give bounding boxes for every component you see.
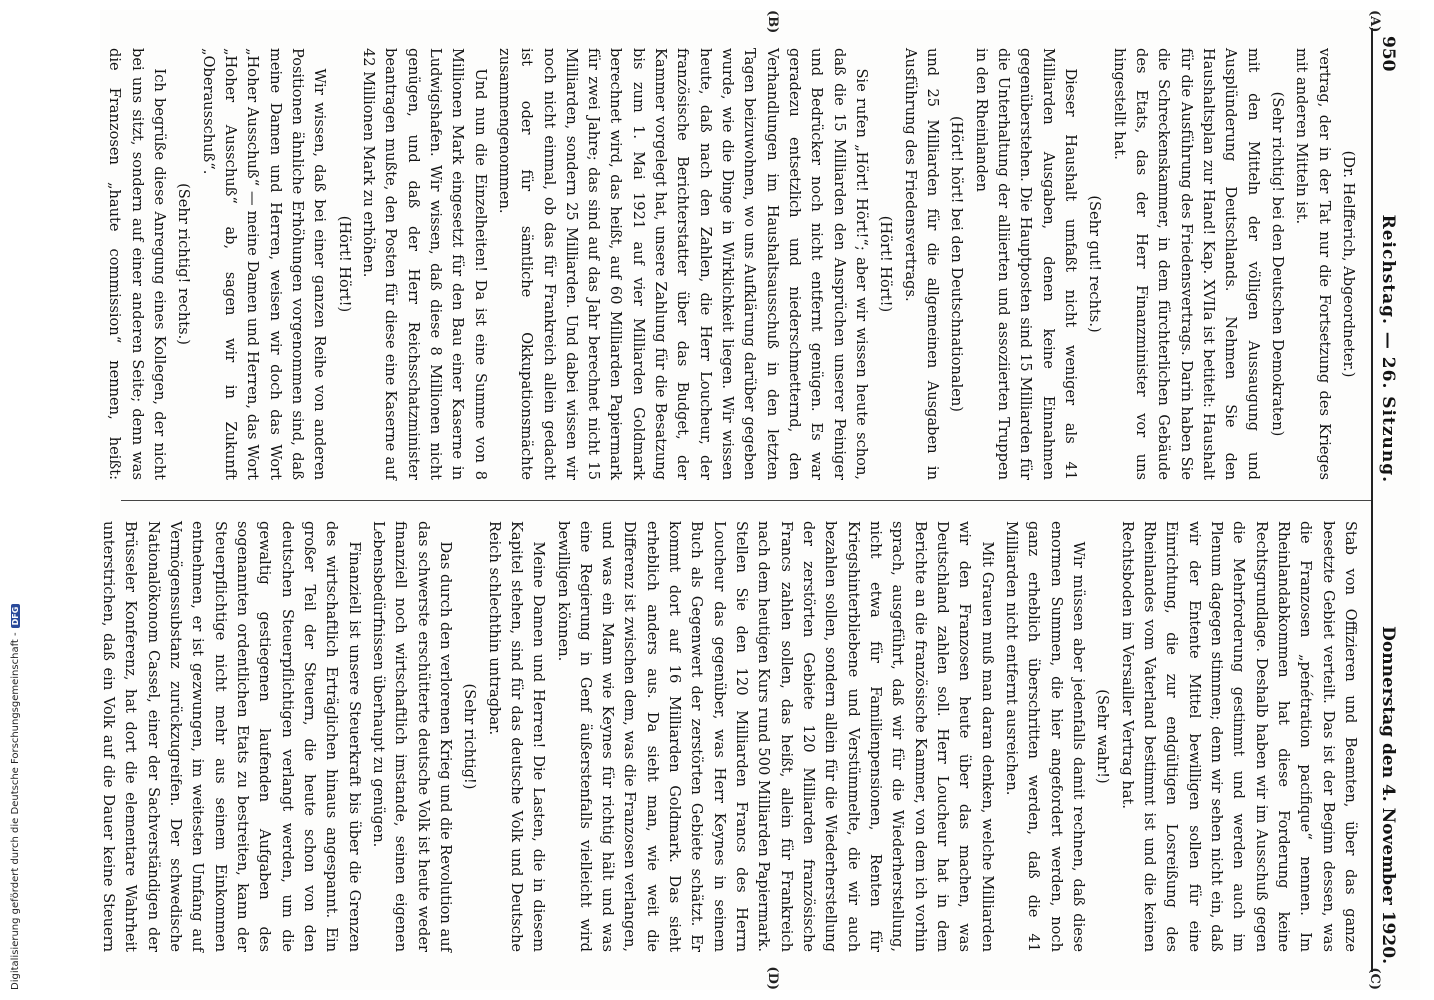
credit-text: Digitalisierung gefördert durch die Deutsche Forschungsgemeinschaft - (10, 632, 21, 990)
interjection: (Sehr richtig! rechts.) (175, 183, 193, 345)
paragraph: Das durch den verlorenen Krieg und die Revolution auf das schwerste erschütterte deutsche Volk ist heute weder finanziell noch wirtschaftlich imstande, seinen eigenen Lebensbedürfnissen überhaupt zu genügen. (369, 521, 454, 952)
margin-mark-a: (A) (1367, 10, 1382, 33)
interjection: (Sehr richtig! bei den Deutschen Demokraten) (1269, 91, 1287, 437)
interjection: (Hört! Hört!) (335, 215, 353, 313)
paragraph: vertrag, der in der Tat nur die Fortsetzung des Krieges mit anderen Mitteln ist. (1293, 48, 1333, 480)
page-header (1371, 28, 1412, 972)
interjection: (Hört! hört! bei den Deutschnationalen) (948, 116, 966, 412)
paragraph: Stab von Offizieren und Beamten, über das ganze besetzte Gebiet verteilt. Das ist der Beginn dessen, was die Franzosen „pénétration pacifique“ nennen. Im Rheinlandabkommen hat diese Forderung keine Rechtsgrundlage. Deshalb haben wir im Ausschuß gegen die Mehrforderung gestimmt und werden auch im Plenum dagegen stimmen; denn wir sehen nicht ein, daß wir der Entente Mittel bewilligen sollen für eine Einrichtung, die zur endgültigen Losreißung des Rheinlandes vom Vaterland bestimmt ist und die keinen Rechtsboden im Versailler Vertrag hat. (1118, 521, 1359, 952)
paragraph: Wir wissen, daß bei einer ganzen Reihe von anderen Positionen ähnliche Erhöhungen vorgenommen sind, daß meine Damen und Herren, weisen wir doch das Wort „Hoher Ausschuß“ — meine Damen und Herren, das Wort „Hoher Ausschuß“ ab, sagen wir in Zukunft „Oberausschuß“. (199, 48, 329, 480)
paragraph: Und nun die Einzelheiten! Da ist eine Summe von 8 Millionen Mark eingesetzt für den Bau einer Kaserne in Ludwigshafen. Wir wissen, daß diese 8 Millionen nicht genügen, und daß der Herr Reichsschatzminister beantragen mußte, den Posten für diese eine Kaserne auf 42 Millionen Mark zu erhöhen. (359, 48, 489, 480)
page-date: Donnerstag den 4. November 1920. (1378, 626, 1398, 964)
paragraph: Sie rufen „Hört! Hört!“; aber wir wissen heute schon, daß die 15 Milliarden den Ansprüchen unserer Peiniger und Bedrücker noch nicht entfernt genügen. Es war geradezu entsetzlich und niederschmetternd, den Verhandlungen im Haushaltsausschuß in den letzten Tagen beizuwohnen, wo uns Aufklärung darüber gegeben wurde, wie die Dinge in Wirklichkeit liegen. Wir wissen heute, daß nach den Zahlen, die Herr Loucheur, der französische Berichterstatter über das Budget, der Kammer vorgelegt hat, unsere Zahlung für die Besatzung bis zum 1. Mai 1921 auf vier Milliarden Goldmark berechnet wird, das heißt, auf 60 Milliarden Papiermark für zwei Jahre; das sind auf das Jahr berechnet nicht 15 Milliarden, sondern 25 Milliarden. Und dabei wissen wir noch nicht einmal, ob das für Frankreich allein gedacht ist oder für sämtliche Okkupationsmächte zusammengenommen. (495, 48, 871, 480)
paragraph: Finanziell ist unsere Steuerkraft bis über die Grenzen des wirtschaftlich Erträglichen hinaus angespannt. Ein großer Teil der Steuern, die heute schon von den deutschen Steuerpflichtigen verlangt werden, um die gewaltig gestiegenen laufenden Aufgaben des sogenannten ordentlichen Etats zu bestreiten, kann der Steuerpflichtige nicht mehr aus seinem Einkommen entnehmen, er ist gezwungen, im weitesten Umfang auf Vermögenssubstanz zurückzugreifen. Der schwedische Nationalökonom Cassel, einer der Sachverständigen der Brüsseler Konferenz, hat dort die elementare Wahrheit unterstrichen, daß ein Volk auf die Dauer keine Steuern (100, 521, 363, 952)
margin-mark-d: (D) (765, 966, 780, 990)
page-content (100, 10, 1420, 990)
paragraph: und 25 Milliarden für die allgemeinen Ausgaben in Ausführung des Friedensvertrags. (901, 48, 942, 480)
digitization-credit (0, 0, 20, 1000)
paragraph: Dieser Haushalt umfaßt nicht weniger als 41 Milliarden Ausgaben, denen keine Einnahmen gegenüberstehen. Die Hauptposten sind 15 Milliarden für die Unterhaltung der alliierten und assoziierten Truppen in den Rheinlanden (972, 48, 1080, 480)
text-columns (100, 28, 1371, 972)
left-column (106, 28, 1371, 500)
speaker-line: (Dr. Helfferich, Abgeordneter.) (1340, 150, 1357, 378)
interjection: (Sehr richtig!) (461, 683, 479, 790)
margin-mark-c: (C) (1367, 967, 1382, 990)
paragraph: Mit Grauen muß man daran denken, welche Milliarden wir den Franzosen heute über das machen, was Deutschland zahlen soll. Herr Loucheur hat in dem Berichte an die französische Kammer, von dem ich vorhin sprach, ausgeführt, daß wir für die Wiederherstellung, nicht etwa für Familienpensionen, Renten für Kriegshinterbliebene und Verstümmelte, die wir auch bezahlen sollen, sondern allein für die Wiederherstellung der zerstörten Gebiete 120 Milliarden französische Francs zahlen sollen, das heißt, allein für Frankreich nach dem heutigen Kurs rund 500 Milliarden Papiermark. Stellen Sie den 120 Milliarden Francs des Herrn Loucheur das gegenüber, was Herr Keynes in seinem Buch als Gegenwert der zerstörten Gebiete schätzt. Er kommt dort auf 16 Milliarden Goldmark. Das sieht erheblich anders aus. Da sieht man, wie weit die Differenz ist zwischen dem, was die Franzosen verlangen, und was ein Mann wie Keynes für richtig hält und was eine Regierung in Genf äußerstenfalls vielleicht wird bewilligen können. (554, 521, 996, 952)
interjection: (Hört! Hört!) (877, 215, 895, 313)
interjection: (Sehr gut! rechts.) (1086, 195, 1104, 333)
paragraph: Meine Damen und Herren! Die Lasten, die in diesem Kapitel stehen, sind für das deutsche Volk und Deutsche Reich schlechthin untragbar. (485, 521, 548, 952)
paragraph: mit den Mitteln der völligen Aussaugung und Ausplünderung Deutschlands. Nehmen Sie den Haushaltsplan zur Hand! Kap. XVIIa ist betitelt: Haushalt für die Ausführung des Friedensvertrags. Darin haben Sie die Schreckenskammer, in dem fürchterlichen Gebäude des Etats, das der Herr Finanzminister vor uns hingestellt hat. (1110, 48, 1262, 480)
dfg-logo: DFG (11, 604, 20, 629)
margin-mark-b: (B) (765, 10, 780, 34)
page-title: Reichstag. — 26. Sitzung. (1378, 214, 1398, 484)
paragraph: Wir müssen aber jedenfalls damit rechnen, daß diese enormen Summen, die hier angefordert werden, noch ganz erheblich überschritten werden, daß die 41 Milliarden nicht entfernt ausreichen. (1003, 521, 1088, 952)
scanned-page (100, 10, 1420, 990)
paragraph: Ich begrüße diese Anregung eines Kollegen, der nicht bei uns sitzt, sondern auf einer anderen Seite; denn was die Franzosen „haute commission“ nennen, heißt: (106, 48, 168, 480)
interjection: (Sehr wahr!) (1094, 689, 1112, 784)
right-column (100, 500, 1371, 972)
page-number: 950 (1378, 36, 1398, 72)
